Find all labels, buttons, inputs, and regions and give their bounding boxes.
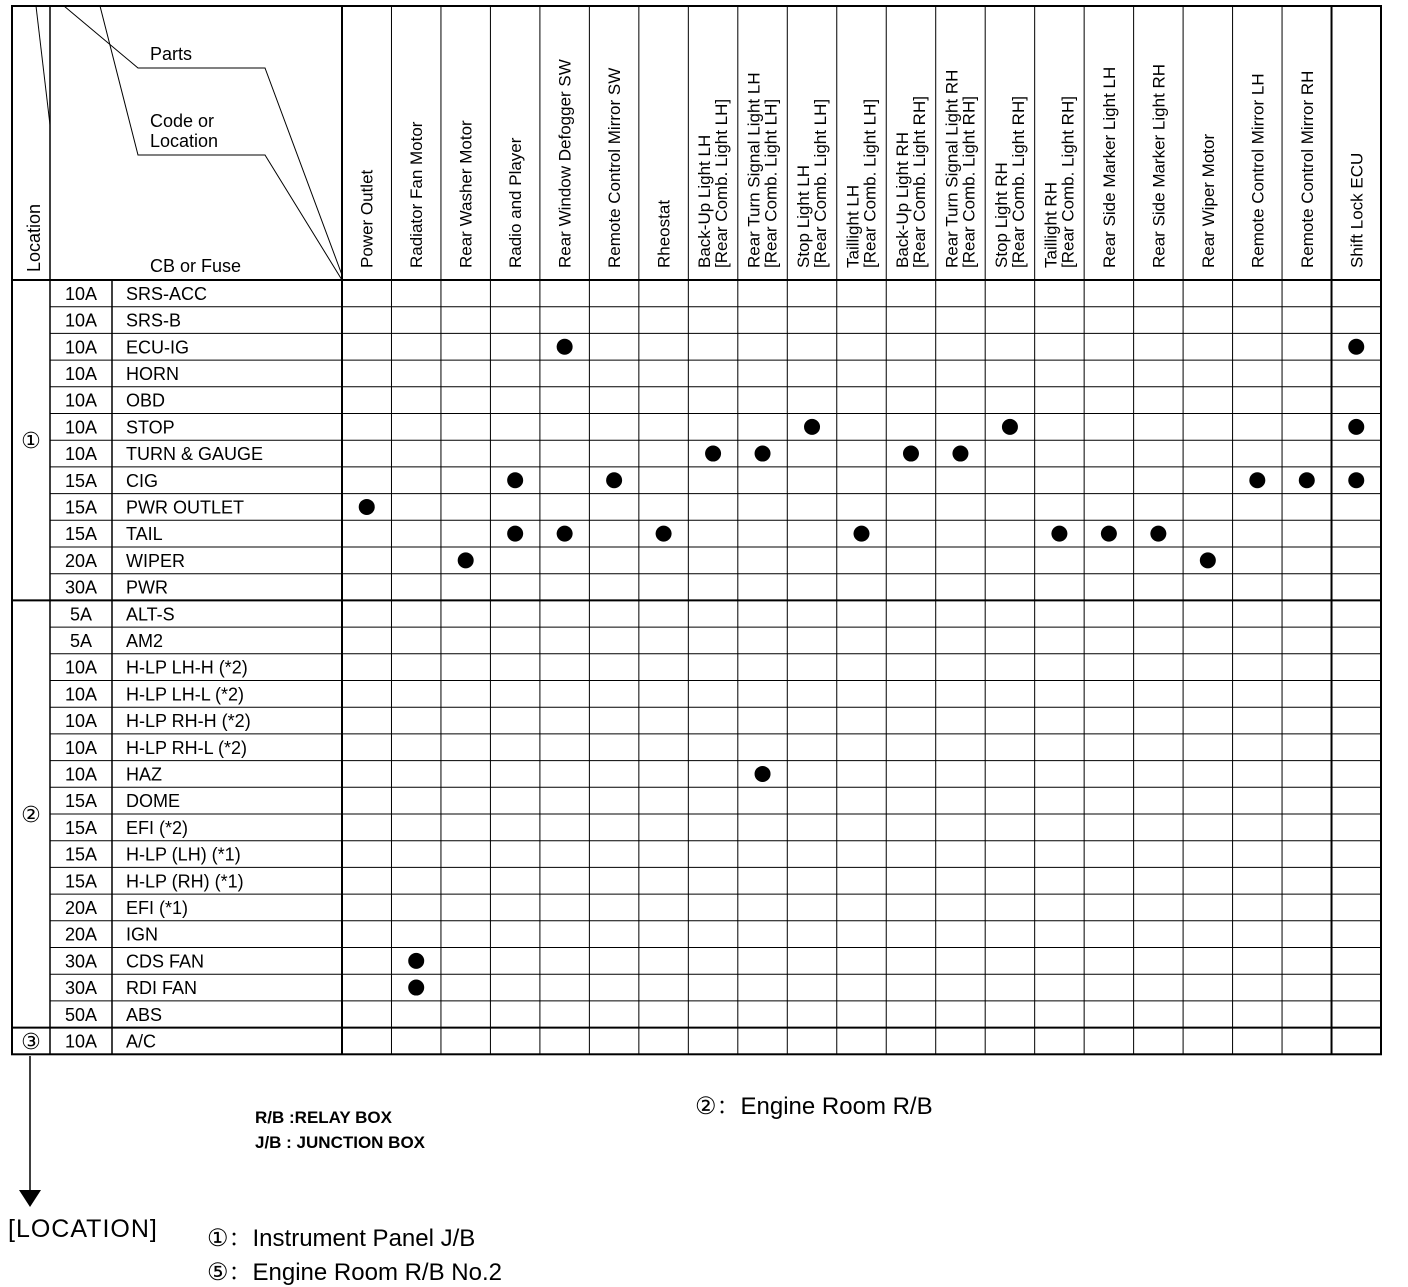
fuse-name: HAZ <box>126 764 162 785</box>
column-header-label: Taillight RH <box>1041 182 1061 268</box>
connection-dot <box>1002 419 1018 435</box>
fuse-name: EFI (*2) <box>126 817 189 838</box>
column-header <box>1298 71 1317 268</box>
header-diagonal <box>36 6 50 125</box>
fuse-row <box>65 951 204 971</box>
fuse-row <box>65 551 185 571</box>
column-header-label: Remote Control Mirror LH <box>1248 73 1268 268</box>
column-header-sublabel: [Rear Comb. Light RH] <box>909 96 929 268</box>
fuse-amperage: 10A <box>64 1031 98 1052</box>
column-header <box>506 137 525 268</box>
column-header <box>1100 67 1119 268</box>
fuse-amperage: 10A <box>64 337 98 358</box>
fuse-name: WIPER <box>126 550 186 571</box>
fuse-row <box>65 311 181 331</box>
fuse-name: ECU-IG <box>126 337 189 358</box>
fuse-row <box>65 818 188 838</box>
connection-dot <box>1348 339 1364 355</box>
fuse-row <box>65 284 207 304</box>
fuse-row <box>65 417 175 437</box>
fuse-amperage: 10A <box>64 417 98 438</box>
connection-dot <box>705 446 721 462</box>
connection-dot <box>1101 526 1117 542</box>
connection-dot <box>854 526 870 542</box>
fuse-name: SRS-ACC <box>126 283 208 304</box>
column-header-label: Stop Light LH <box>794 164 814 268</box>
column-header <box>1248 73 1267 268</box>
fuse-row <box>65 1031 156 1051</box>
fuse-name: TURN & GAUGE <box>126 444 264 465</box>
column-header-label: Rear Side Marker Light LH <box>1099 66 1119 268</box>
fuse-row <box>65 738 247 758</box>
fuse-name: DOME <box>126 791 180 812</box>
parts-label: Parts <box>150 44 193 64</box>
fuse-amperage: 30A <box>64 978 98 999</box>
fuse-amperage: 15A <box>64 791 98 812</box>
connection-dot <box>1150 526 1166 542</box>
column-header <box>1149 64 1168 268</box>
column-header-sublabel: [Rear Comb. Light LH] <box>761 98 781 268</box>
connection-dot <box>1249 472 1265 488</box>
fuse-row <box>70 631 163 651</box>
location-header-label: Location <box>24 203 44 272</box>
column-header <box>844 99 880 268</box>
fuse-amperage: 5A <box>69 604 93 625</box>
column-header-label: Rear Washer Motor <box>456 120 476 268</box>
column-header-label: Radiator Fan Motor <box>407 121 427 268</box>
fuse-name: H-LP (RH) (*1) <box>126 871 244 892</box>
fuse-amperage: 50A <box>64 1004 98 1025</box>
column-header-label: Rear Turn Signal Light RH <box>942 69 962 268</box>
fuse-amperage: 20A <box>64 897 98 918</box>
fuse-row <box>65 845 241 865</box>
column-header <box>794 99 830 268</box>
fuse-rows <box>21 284 263 1055</box>
fuse-name: TAIL <box>126 524 163 545</box>
relay-box-note: R/B :RELAY BOX <box>255 1108 392 1127</box>
fuse-amperage: 20A <box>64 550 98 571</box>
connection-dot <box>606 472 622 488</box>
chart-header <box>24 44 241 276</box>
connection-dot <box>1348 419 1364 435</box>
connection-dot <box>507 472 523 488</box>
fuse-name: H-LP LH-L (*2) <box>126 684 245 705</box>
column-header-sublabel: [Rear Comb. Light RH] <box>1058 96 1078 268</box>
fuse-amperage: 10A <box>64 684 98 705</box>
location-mark: ② <box>21 803 41 828</box>
fuse-row <box>65 684 244 704</box>
fuse-name: H-LP RH-H (*2) <box>126 711 251 732</box>
fuse-name: RDI FAN <box>126 978 198 999</box>
column-header-sublabel: [Rear Comb. Light LH] <box>712 98 732 268</box>
fuse-amperage: 10A <box>64 310 98 331</box>
fuse-name: IGN <box>126 924 159 945</box>
column-header-label: Stop Light RH <box>991 162 1011 268</box>
junction-box-note: J/B : JUNCTION BOX <box>255 1133 426 1152</box>
column-header <box>695 99 731 268</box>
column-header <box>407 121 426 268</box>
fuse-amperage: 15A <box>64 497 98 518</box>
fuse-amperage: 10A <box>64 657 98 678</box>
column-header-label: Back-Up Light LH <box>695 134 715 268</box>
column-header <box>745 72 781 268</box>
fuse-name: H-LP RH-L (*2) <box>126 737 248 758</box>
column-header-label: Radio and Player <box>506 137 526 268</box>
fuse-name: OBD <box>126 390 166 411</box>
fuse-row <box>65 337 189 357</box>
fuse-row <box>65 871 244 891</box>
column-header-label: Shift Lock ECU <box>1347 152 1367 268</box>
location-mark: ① <box>21 429 41 455</box>
fuse-name: ALT-S <box>126 604 175 625</box>
column-header <box>1041 96 1077 268</box>
column-header-label: Rear Window Defogger SW <box>555 59 575 268</box>
fuse-name: EFI (*1) <box>126 897 189 918</box>
location-label: [LOCATION] <box>8 1215 158 1243</box>
connection-dot <box>1200 552 1216 568</box>
column-header-label: Remote Control Mirror RH <box>1297 70 1317 268</box>
fuse-amperage: 10A <box>64 363 98 384</box>
fuse-row <box>65 658 248 678</box>
connection-dot <box>408 953 424 969</box>
fuse-name: PWR OUTLET <box>126 497 245 518</box>
connection-dots <box>359 339 1365 996</box>
location-5-note: ⑤：Engine Room R/B No.2 <box>207 1259 502 1286</box>
connection-dot <box>359 499 375 515</box>
fuse-name: AM2 <box>126 630 164 651</box>
cb-fuse-label: CB or Fuse <box>150 256 242 276</box>
fuse-amperage: 10A <box>64 711 98 732</box>
location-arrow <box>19 1056 41 1207</box>
fuse-name: H-LP (LH) (*1) <box>126 844 241 865</box>
column-header <box>1347 153 1366 268</box>
connection-dot <box>557 339 573 355</box>
fuse-amperage: 15A <box>64 871 98 892</box>
arrow-down-icon <box>19 1190 41 1207</box>
fuse-name: ABS <box>126 1004 163 1025</box>
fuse-row <box>65 391 165 411</box>
fuse-row <box>65 791 180 811</box>
column-header-label: Taillight LH <box>843 184 863 268</box>
fuse-row <box>70 604 175 624</box>
fuse-row <box>65 444 263 464</box>
location-mark: ③ <box>21 1029 41 1055</box>
column-header-label: Rear Wiper Motor <box>1198 133 1218 268</box>
connection-dot <box>507 526 523 542</box>
fuse-row <box>65 898 188 918</box>
fuse-amperage: 20A <box>64 924 98 945</box>
fuse-name: H-LP LH-H (*2) <box>126 657 248 678</box>
column-header-label: Rear Side Marker Light RH <box>1149 63 1169 268</box>
fuse-amperage: 15A <box>64 844 98 865</box>
connection-dot <box>458 552 474 568</box>
fuse-amperage: 10A <box>64 737 98 758</box>
fuse-row <box>65 978 197 998</box>
connection-dot <box>557 526 573 542</box>
engine-room-note: ②：Engine Room R/B <box>695 1093 933 1120</box>
column-header-sublabel: [Rear Comb. Light LH] <box>860 98 880 268</box>
location-1-note: ①：Instrument Panel J/B <box>207 1225 476 1252</box>
fuse-amperage: 15A <box>64 524 98 545</box>
connection-dot <box>1348 472 1364 488</box>
column-header-label: Back-Up Light RH <box>892 131 912 268</box>
fuse-amperage: 30A <box>64 577 98 598</box>
column-header <box>893 96 929 268</box>
fuse-row <box>65 364 179 384</box>
code-label: Code or <box>150 111 215 131</box>
fuse-row <box>65 764 162 784</box>
connection-dot <box>656 526 672 542</box>
fuse-amperage: 15A <box>64 817 98 838</box>
connection-dot <box>903 446 919 462</box>
column-header-sublabel: [Rear Comb. Light RH] <box>959 96 979 268</box>
column-header-label: Rheostat <box>654 199 674 268</box>
code-diagonal <box>100 6 342 280</box>
connection-dot <box>1299 472 1315 488</box>
fuse-amperage: 10A <box>64 764 98 785</box>
column-header <box>457 120 476 268</box>
column-header-label: Rear Turn Signal Light LH <box>744 72 764 268</box>
column-header <box>942 70 978 268</box>
fuse-row <box>65 578 168 598</box>
fuse-name: A/C <box>126 1031 157 1052</box>
fuse-row <box>65 524 163 544</box>
column-header <box>556 59 575 268</box>
column-header <box>1199 134 1218 268</box>
fuse-amperage: 10A <box>64 283 98 304</box>
fuse-name: CDS FAN <box>126 951 205 972</box>
connection-dot <box>408 980 424 996</box>
fuse-row <box>65 711 251 731</box>
fuse-row <box>65 1005 162 1025</box>
fuse-amperage: 10A <box>64 390 98 411</box>
connection-dot <box>804 419 820 435</box>
fuse-amperage: 15A <box>64 470 98 491</box>
fuse-amperage: 10A <box>64 444 98 465</box>
fuse-row <box>65 497 244 517</box>
fuse-name: SRS-B <box>126 310 182 331</box>
fuse-name: PWR <box>126 577 168 598</box>
column-header-label: Power Outlet <box>357 169 377 268</box>
column-header <box>358 169 377 268</box>
fuse-name: STOP <box>126 417 175 438</box>
fuse-amperage: 30A <box>64 951 98 972</box>
connection-dot <box>1051 526 1067 542</box>
column-header-sublabel: [Rear Comb. Light LH] <box>811 98 831 268</box>
fuse-name: HORN <box>126 363 179 384</box>
column-header <box>992 96 1028 268</box>
fuse-name: CIG <box>126 470 159 491</box>
connection-dot <box>952 446 968 462</box>
location-sub-label: Location <box>150 131 219 151</box>
column-headers <box>358 59 1367 268</box>
connection-dot <box>755 446 771 462</box>
column-header-sublabel: [Rear Comb. Light RH] <box>1008 96 1028 268</box>
column-header <box>655 200 674 268</box>
column-header <box>605 68 624 268</box>
connection-dot <box>755 766 771 782</box>
column-header-label: Remote Control Mirror SW <box>605 67 625 268</box>
fuse-amperage: 5A <box>69 630 93 651</box>
